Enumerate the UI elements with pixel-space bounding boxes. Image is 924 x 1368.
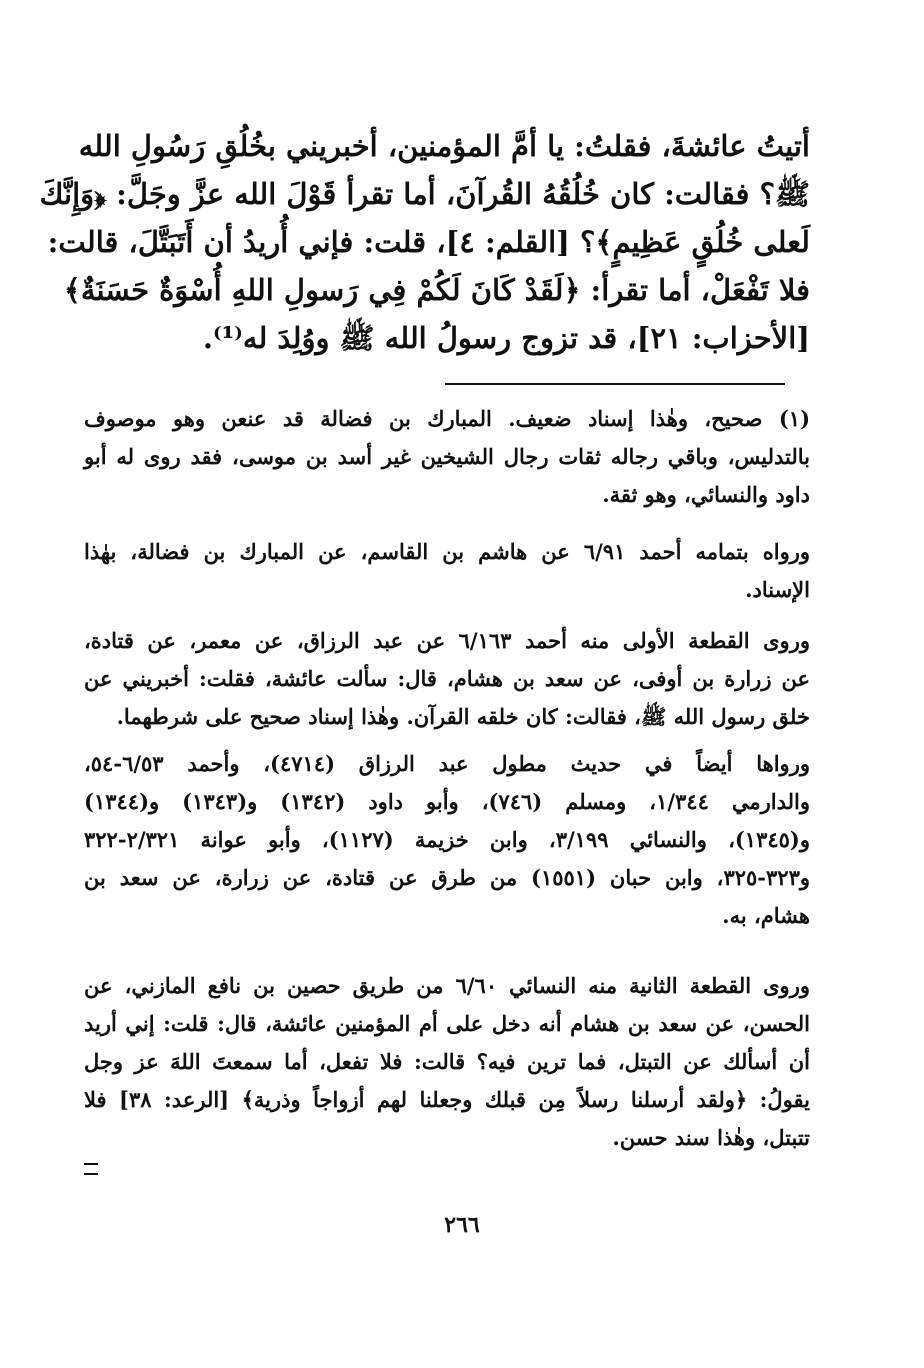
- footnote-paragraph-3: [84, 622, 810, 736]
- footnote-line: يقولُ: ﴿ولقد أرسلنا رسلاً مِن قبلك وجعلنا لهم أزواجاً وذرية﴾ [الرعد: ٣٨] فلا: [84, 1087, 810, 1112]
- main-line: [الأحزاب: ٢١]، قد تزوج رسولُ الله ﷺ ووُلِدَ له⁽¹⁾.: [202, 321, 810, 355]
- footnote-paragraph-4: [84, 745, 810, 935]
- footnote-line: وروى القطعة الأولى منه أحمد ٦/١٦٣ عن عبد الرزاق، عن معمر، عن قتادة،: [84, 628, 810, 653]
- main-line: لَعلى خُلُقٍ عَظِيمٍ﴾؟ [القلم: ٤]، قلت: فإني أُريدُ أن أَتَبَتَّلَ، قالت:: [47, 225, 810, 259]
- continuation-mark: [84, 1163, 98, 1175]
- footnote-paragraph-1: [84, 400, 810, 514]
- main-text: [39, 122, 810, 362]
- footnote-line: و٣٢٣-٣٢٥، وابن حبان (١٥٥١) من طرق عن قتادة، عن زرارة، عن سعد بن: [84, 865, 811, 890]
- main-line: أتيتُ عائشةَ، فقلتُ: يا أمَّ المؤمنين، أخبريني بخُلُقِ رَسُولِ الله: [78, 129, 810, 163]
- footnote-separator: [445, 383, 785, 385]
- footnote-line: بالتدليس، وباقي رجاله ثقات رجال الشيخين غير أسد بن موسى، فقد روى له أبو: [84, 444, 810, 469]
- footnote-line: وروى القطعة الثانية منه النسائي ٦/٦٠ من طريق حصين بن نافع المازني، عن: [84, 973, 810, 998]
- footnote-line: الإسناد.: [745, 577, 810, 602]
- footnote-line: (١) صحيح، وهٰذا إسناد ضعيف. المبارك بن فضالة قد عنعن وهو موصوف: [84, 406, 810, 431]
- footnote-line: داود والنسائي، وهو ثقة.: [602, 482, 810, 507]
- footnote-line: هشام، به.: [722, 903, 810, 928]
- footnote-line: والدارمي ١/٣٤٤، ومسلم (٧٤٦)، وأبو داود (١٣٤٢) و(١٣٤٣) و(١٣٤٤): [84, 789, 810, 814]
- main-line: ﷺ؟ فقالت: كان خُلُقُهُ القُرآنَ، أما تقرأ قَوْلَ الله عزَّ وجَلَّ: ﴿وَإِنَّكَ: [39, 177, 810, 211]
- footnote-line: ورواه بتمامه أحمد ٦/٩١ عن هاشم بن القاسم، عن المبارك بن فضالة، بهٰذا: [84, 539, 811, 564]
- footnote-line: و(١٣٤٥)، والنسائي ٣/١٩٩، وابن خزيمة (١١٢٧)، وأبو عوانة ٢/٣٢١-٣٢٢: [84, 827, 810, 852]
- footnote-line: تتبتل، وهٰذا سند حسن.: [612, 1125, 810, 1150]
- footnote-line: خلق رسول الله ﷺ، فقالت: كان خلقه القرآن. وهٰذا إسناد صحيح على شرطهما.: [116, 704, 810, 729]
- footnote-line: عن زرارة بن أوفى، عن سعد بن هشام، قال: سألت عائشة، فقلت: أخبريني عن: [84, 666, 810, 691]
- footnote-paragraph-2: [84, 533, 810, 609]
- main-line: فلا تَفْعَلْ، أما تقرأ: ﴿لَقَدْ كَانَ لَكُمْ فِي رَسولِ اللهِ أُسْوَةٌ حَسَنَةٌ﴾: [63, 273, 810, 307]
- page-number: ٢٦٦: [444, 1212, 480, 1238]
- footnote-line: الحسن، عن سعد بن هشام أنه دخل على أم المؤمنين عائشة، قال: قلت: إني أريد: [84, 1011, 810, 1036]
- footnote-paragraph-5: [84, 967, 810, 1157]
- footnote-line: أن أسألك عن التبتل، فما ترين فيه؟ قالت: فلا تفعل، أما سمعتَ اللهَ عز وجل: [84, 1049, 810, 1074]
- footnote-line: ورواها أيضاً في حديث مطول عبد الرزاق (٤٧١٤)، وأحمد ٦/٥٣-٥٤،: [84, 751, 810, 776]
